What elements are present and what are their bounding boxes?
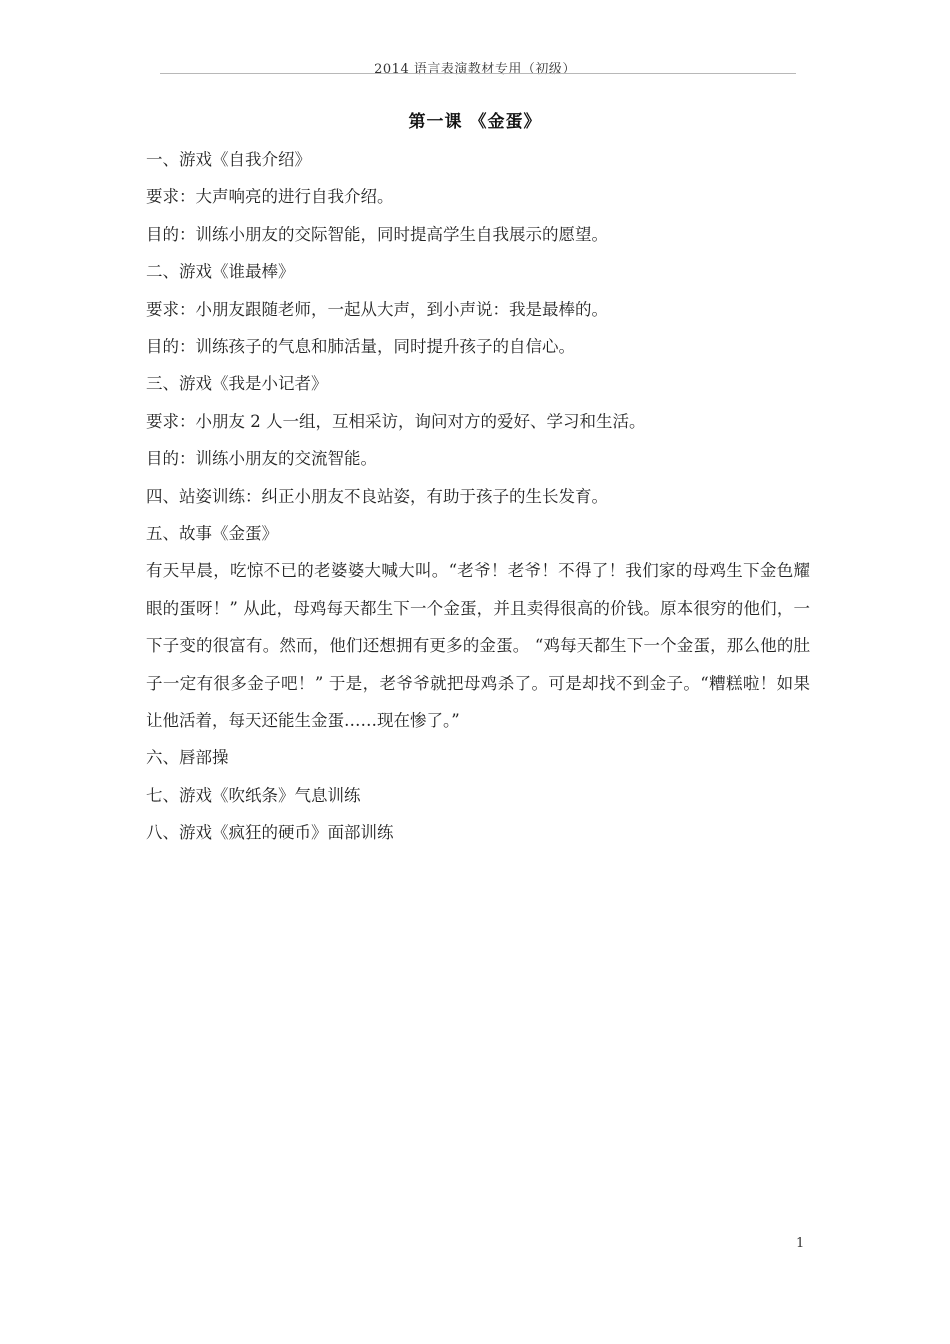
section-game-blow-paper: 七、游戏《吹纸条》气息训练 (146, 785, 361, 805)
lesson-content (146, 141, 810, 852)
section-game-crazy-coin: 八、游戏《疯狂的硬币》面部训练 (146, 823, 394, 843)
requirement-text: 要求：小朋友跟随老师，一起从大声，到小声说：我是最棒的。 (146, 299, 608, 319)
section-game-self-intro: 一、游戏《自我介绍》 (146, 150, 311, 169)
requirement-text: 要求：大声响亮的进行自我介绍。 (146, 187, 394, 207)
purpose-text: 目的：训练孩子的气息和肺活量，同时提升孩子的自信心。 (146, 336, 575, 356)
page-header: 2014 语言表演教材专用（初级） (374, 62, 576, 77)
purpose-text: 目的：训练小朋友的交流智能。 (146, 449, 377, 469)
page-number: 1 (796, 1236, 805, 1251)
requirement-text: 要求：小朋友 2 人一组，互相采访，询问对方的爱好、学习和生活。 (146, 411, 646, 431)
section-game-reporter: 三、游戏《我是小记者》 (146, 374, 328, 394)
lesson-title: 第一课 《金蛋》 (408, 112, 542, 132)
section-lip-exercise: 六、唇部操 (146, 748, 229, 768)
purpose-text: 目的：训练小朋友的交际智能，同时提高学生自我展示的愿望。 (146, 224, 608, 244)
section-posture-training: 四、站姿训练：纠正小朋友不良站姿，有助于孩子的生长发育。 (146, 486, 608, 506)
story-paragraph: 有天早晨，吃惊不已的老婆婆大喊大叫。“老爷！老爷！不得了！我们家的母鸡生下金色耀眼的蛋呀！” 从此，母鸡每天都生下一个金蛋，并且卖得很高的价钱。原本很穷的他们，一下子变的很富有。然而，他们还想拥有更多的金蛋。 “鸡每天都生下一个金蛋，那么他的肚子一定有很多金子吧！” 于是，老爷爷就把母鸡杀了。可是却找不到金子。“糟糕啦！如果让他活着，每天还能生金蛋……现在惨了。” (146, 561, 810, 730)
section-story-title: 五、故事《金蛋》 (146, 523, 278, 543)
section-game-who-best: 二、游戏《谁最棒》 (146, 262, 295, 282)
header-divider (160, 73, 796, 74)
